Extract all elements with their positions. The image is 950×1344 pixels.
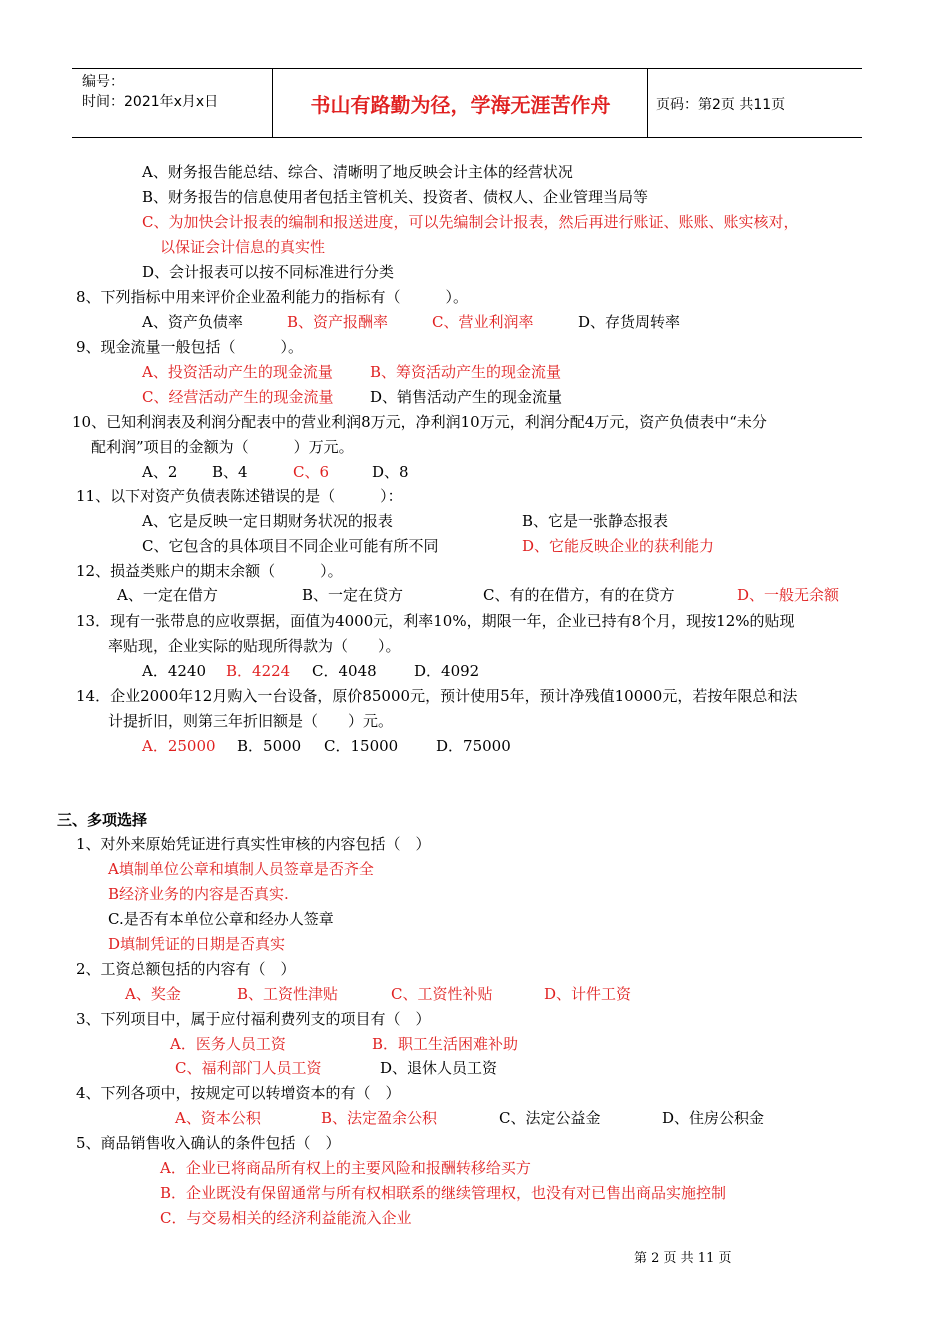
answer-option: A、奖金 — [125, 985, 181, 1003]
option: C.是否有本单位公章和经办人签章 — [108, 910, 334, 928]
answer-option: B、资产报酬率 — [287, 313, 389, 331]
answer-option: D、它能反映企业的获利能力 — [522, 537, 715, 555]
option: A、资产负债率 — [142, 313, 243, 331]
option: B．5000 — [237, 737, 302, 755]
answer-option: B、筹资活动产生的现金流量 — [370, 363, 562, 381]
time-label: 时间：2021年x月x日 — [82, 94, 219, 110]
answer-option: B经济业务的内容是否真实. — [108, 885, 289, 903]
motto: 书山有路勤为径，学海无涯苦作舟 — [310, 93, 611, 117]
header-divider — [647, 69, 648, 137]
option: A、它是反映一定日期财务状况的报表 — [142, 512, 393, 530]
option: D、存货周转率 — [578, 313, 681, 331]
option: B、一定在贷方 — [302, 586, 404, 604]
option: C．15000 — [324, 737, 399, 755]
question-line: 12、损益类账户的期末余额（ ）。 — [76, 562, 343, 580]
option: D．4092 — [414, 662, 480, 680]
answer-option: A．医务人员工资 — [170, 1035, 286, 1053]
question-line: 14．企业2000年12月购入一台设备，原价85000元，预计使用5年，预计净残值10000元，若按年限总和法 — [76, 687, 798, 705]
answer-option: D、一般无余额 — [737, 586, 840, 604]
option: D．75000 — [436, 737, 511, 755]
question-line: 1、对外来原始凭证进行真实性审核的内容包括（ ） — [76, 835, 431, 853]
answer-option: D填制凭证的日期是否真实 — [108, 935, 286, 953]
answer-option: A、资本公积 — [175, 1109, 261, 1127]
question-line: 计提折旧，则第三年折旧额是（ ）元。 — [108, 712, 394, 730]
option: C．4048 — [312, 662, 377, 680]
number-label: 编号： — [82, 74, 124, 90]
answer-option: C、6 — [293, 463, 330, 481]
answer-option: D、计件工资 — [544, 985, 632, 1003]
option: B、它是一张静态报表 — [522, 512, 669, 530]
option: C、它包含的具体项目不同企业可能有所不同 — [142, 537, 439, 555]
option: C、法定公益金 — [499, 1109, 601, 1127]
question-line: 4、下列各项中，按规定可以转增资本的有（ ） — [76, 1084, 401, 1102]
option: A、2 — [142, 463, 178, 481]
answer-option: A．企业已将商品所有权上的主要风险和报酬转移给买方 — [160, 1159, 531, 1177]
answer-option: C、营业利润率 — [432, 313, 534, 331]
page-header — [72, 68, 862, 138]
answer-option: C、工资性补贴 — [391, 985, 493, 1003]
answer-option: B．职工生活困难补助 — [372, 1035, 519, 1053]
question-line: 10、已知利润表及利润分配表中的营业利润8万元，净利润10万元，利润分配4万元，资产负债表中“未分 — [72, 413, 767, 431]
question-line: 13．现有一张带息的应收票据，面值为4000元，利率10%，期限一年，企业已持有8个月，现按12%的贴现 — [76, 612, 795, 630]
option: C、有的在借方，有的在贷方 — [483, 586, 675, 604]
page-footer: 第 2 页 共 11 页 — [634, 1251, 732, 1266]
option: B、4 — [212, 463, 248, 481]
answer-option: B．企业既没有保留通常与所有权相联系的继续管理权，也没有对已售出商品实施控制 — [160, 1184, 727, 1202]
answer-option: C、经营活动产生的现金流量 — [142, 388, 334, 406]
question-line: 配利润”项目的金额为（ ）万元。 — [91, 438, 354, 456]
answer-option: B、法定盈余公积 — [321, 1109, 438, 1127]
option: A、一定在借方 — [117, 586, 218, 604]
option: A．4240 — [142, 662, 207, 680]
page-label: 页码：第2页 共11页 — [656, 97, 786, 113]
question-line: 9、现金流量一般包括（ ）。 — [76, 338, 304, 356]
answer-line: 以保证会计信息的真实性 — [160, 238, 326, 256]
question-line: 11、以下对资产负债表陈述错误的是（ ）： — [76, 487, 403, 505]
answer-option: A、投资活动产生的现金流量 — [142, 363, 333, 381]
header-divider — [272, 69, 273, 137]
question-line: 2、工资总额包括的内容有（ ） — [76, 960, 296, 978]
header-meta — [82, 72, 218, 112]
option: D、销售活动产生的现金流量 — [370, 388, 563, 406]
answer-line: C、为加快会计报表的编制和报送进度，可以先编制会计报表，然后再进行账证、账账、账实核对， — [142, 213, 799, 231]
option: D、住房公积金 — [662, 1109, 765, 1127]
answer-option: A．25000 — [142, 737, 216, 755]
question-line: 率贴现，企业实际的贴现所得款为（ ）。 — [108, 637, 401, 655]
answer-option: B．4224 — [226, 662, 291, 680]
answer-option: C．与交易相关的经济利益能流入企业 — [160, 1209, 412, 1227]
answer-option: B、工资性津贴 — [237, 985, 339, 1003]
answer-option: C、福利部门人员工资 — [175, 1059, 322, 1077]
question-line: 8、下列指标中用来评价企业盈利能力的指标有（ ）。 — [76, 288, 469, 306]
question-line: 3、下列项目中，属于应付福利费列支的项目有（ ） — [76, 1010, 431, 1028]
option: D、退休人员工资 — [380, 1059, 498, 1077]
section-title: 三、多项选择 — [57, 811, 148, 829]
option-line: A、财务报告能总结、综合、清晰明了地反映会计主体的经营状况 — [142, 163, 573, 181]
option-line: D、会计报表可以按不同标准进行分类 — [142, 263, 395, 281]
question-line: 5、商品销售收入确认的条件包括（ ） — [76, 1134, 341, 1152]
option: D、8 — [372, 463, 409, 481]
option-line: B、财务报告的信息使用者包括主管机关、投资者、债权人、企业管理当局等 — [142, 188, 649, 206]
answer-option: A填制单位公章和填制人员签章是否齐全 — [108, 860, 374, 878]
